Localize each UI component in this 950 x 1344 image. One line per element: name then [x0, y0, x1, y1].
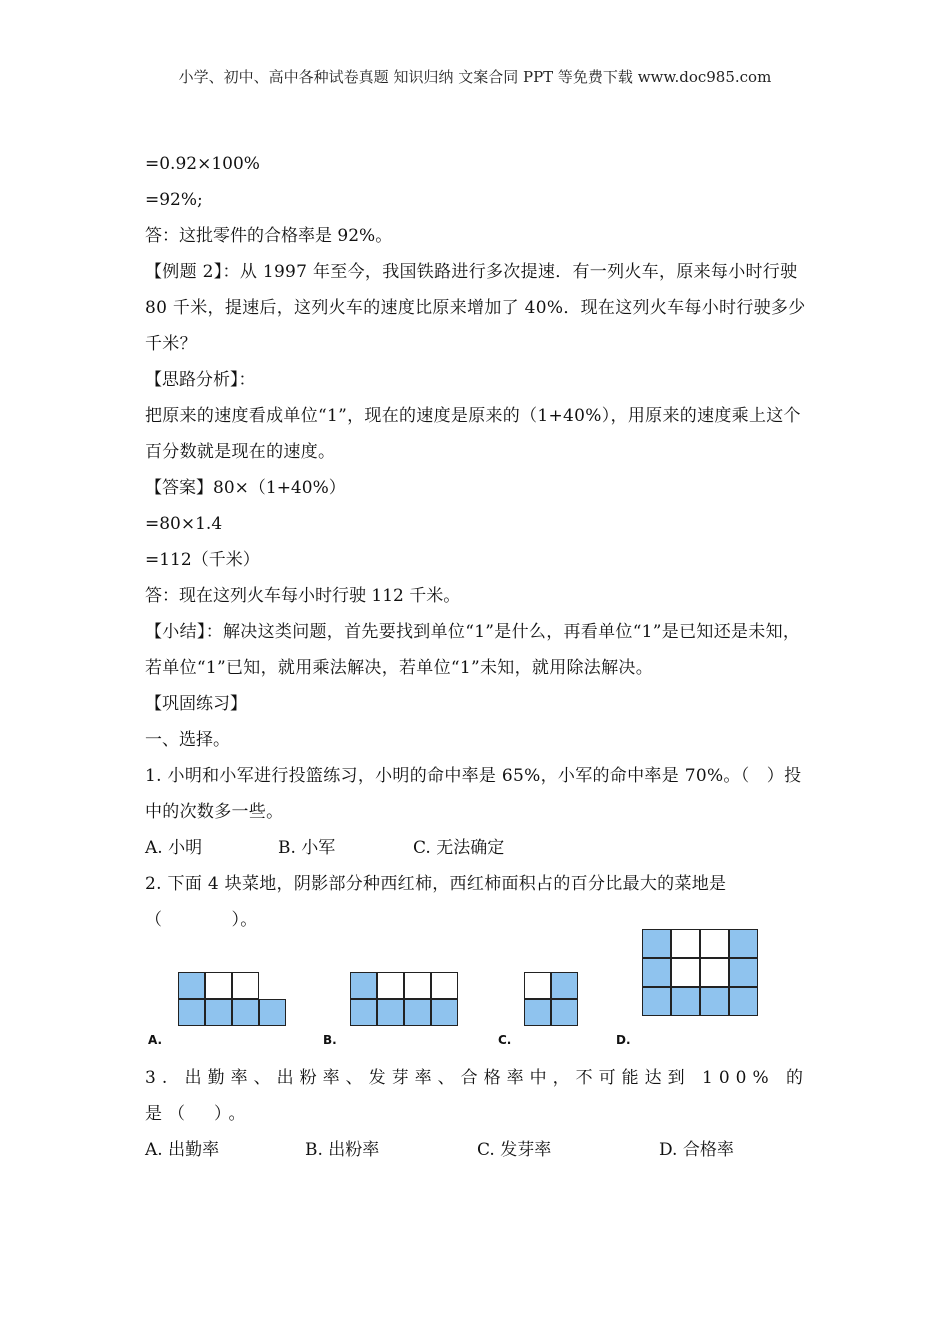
garden-d-cell — [642, 929, 671, 958]
garden-b-label: B. — [323, 1033, 337, 1047]
question-3-options — [145, 1132, 810, 1168]
q1-option-a: A. 小明 — [145, 838, 203, 858]
calc-line-1: =0.92×100% — [145, 154, 260, 174]
example-2-question: 【例题 2】：从 1997 年至今，我国铁路进行多次提速．有一列火车，原来每小时行驶 80 千米，提速后，这列火车的速度比原来增加了 40%．现在这列火车每小时行驶多少千米？ — [145, 262, 806, 354]
garden-a-cell — [178, 999, 205, 1026]
garden-c-cell — [551, 972, 578, 999]
document-body — [145, 146, 810, 1168]
solution-line-3: =112（千米） — [145, 550, 260, 570]
practice-heading: 【巩固练习】 — [145, 694, 247, 714]
solution-line-1: 【答案】80×（1+40%） — [145, 478, 346, 498]
garden-d-cell — [671, 987, 700, 1016]
garden-d-label: D. — [616, 1033, 631, 1047]
garden-d-cell — [729, 929, 758, 958]
summary-text: 【小结】：解决这类问题，首先要找到单位“1”是什么，再看单位“1”是已知还是未知，若单位“1”已知，就用乘法解决，若单位“1”未知，就用除法解决。 — [145, 622, 801, 678]
analysis-text: 把原来的速度看成单位“1”，现在的速度是原来的（1+40%），用原来的速度乘上这个百分数就是现在的速度。 — [145, 406, 801, 462]
garden-c-cell — [524, 972, 551, 999]
page-header: 小学、初中、高中各种试卷真题 知识归纳 文案合同 PPT 等免费下载 www.doc985.com — [178, 68, 772, 86]
garden-a-cell — [232, 972, 259, 999]
garden-a-cell — [178, 972, 205, 999]
answer-line: 答：这批零件的合格率是 92%。 — [145, 226, 393, 246]
garden-d-cell — [729, 987, 758, 1016]
analysis-heading: 【思路分析】： — [145, 370, 256, 390]
garden-d-cell — [671, 929, 700, 958]
garden-d-cell — [642, 958, 671, 987]
garden-d-cell — [642, 987, 671, 1016]
garden-c-cell — [524, 999, 551, 1026]
q1-option-c: C. 无法确定 — [413, 838, 505, 858]
garden-a — [145, 942, 295, 1060]
garden-c-cell — [551, 999, 578, 1026]
garden-d — [613, 942, 773, 1060]
garden-a-label: A. — [148, 1033, 163, 1047]
garden-d-cell — [729, 958, 758, 987]
q3-option-a: A. 出勤率 — [145, 1140, 220, 1160]
garden-b-cell — [377, 972, 404, 999]
question-1-text: 1. 小明和小军进行投篮练习，小明的命中率是 65%，小军的命中率是 70%。（ ）投中的次数多一些。 — [145, 766, 802, 822]
solution-line-2: =80×1.4 — [145, 514, 223, 534]
garden-b-cell — [431, 972, 458, 999]
garden-figures — [145, 942, 810, 1060]
q1-option-b: B. 小军 — [278, 838, 336, 858]
garden-a-cell — [259, 999, 286, 1026]
garden-b-cell — [350, 999, 377, 1026]
garden-a-cell — [205, 999, 232, 1026]
garden-c-label: C. — [498, 1033, 512, 1047]
garden-b-cell — [377, 999, 404, 1026]
question-2-text: 2. 下面 4 块菜地，阴影部分种西红柿，西红柿面积占的百分比最大的菜地是（ ）。 — [145, 874, 727, 930]
garden-d-cell — [700, 958, 729, 987]
garden-b — [317, 942, 467, 1060]
q3-option-b: B. 出粉率 — [305, 1140, 380, 1160]
garden-d-cell — [671, 958, 700, 987]
garden-a-cell — [205, 972, 232, 999]
garden-b-cell — [350, 972, 377, 999]
garden-b-cell — [404, 999, 431, 1026]
garden-c — [491, 942, 601, 1060]
calc-line-2: =92%; — [145, 190, 203, 210]
section-choice-heading: 一、选择。 — [145, 730, 230, 750]
solution-answer: 答：现在这列火车每小时行驶 112 千米。 — [145, 586, 461, 606]
question-1-options — [145, 830, 810, 866]
q3-option-d: D. 合格率 — [659, 1140, 734, 1160]
garden-b-cell — [404, 972, 431, 999]
garden-d-cell — [700, 987, 729, 1016]
question-3-text: 3. 出勤率、出粉率、发芽率、合格率中，不可能达到 100% 的是（ ）。 — [145, 1068, 810, 1124]
garden-a-cell — [232, 999, 259, 1026]
garden-d-cell — [700, 929, 729, 958]
garden-b-cell — [431, 999, 458, 1026]
q3-option-c: C. 发芽率 — [477, 1140, 552, 1160]
